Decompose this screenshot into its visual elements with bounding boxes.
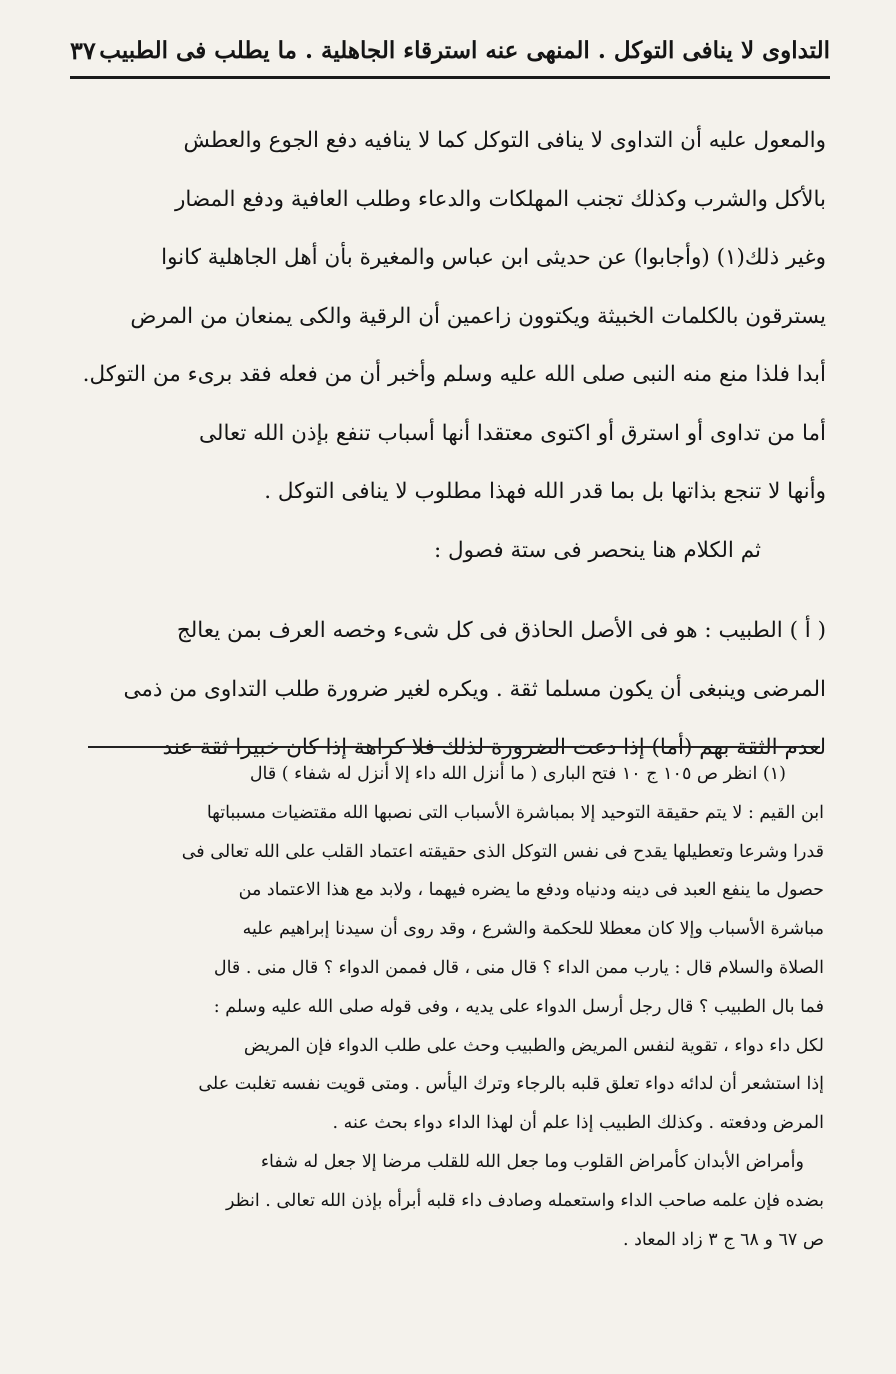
body-line: أبدا فلذا منع منه النبى صلى الله عليه وسلم وأخبر أن من فعله فقد برىء من التوكل. (82, 362, 826, 387)
body-line: بالأكل والشرب وكذلك تجنب المهلكات والدعاء وطلب العافية ودفع المضار (174, 186, 826, 212)
footnote-line: فما بال الطبيب ؟ قال رجل أرسل الدواء على يديه ، وفى قوله صلى الله عليه وسلم : (213, 996, 824, 1017)
page-number: ٣٧ (70, 35, 96, 65)
footnotes (78, 755, 824, 1259)
section-intro: ثم الكلام هنا ينحصر فى ستة فصول : (433, 537, 761, 563)
footnote-line: إذا استشعر أن لدائه دواء تعلق قلبه بالرجاء وترك اليأس . ومتى قويت نفسه تغلبت على (198, 1074, 824, 1095)
footnote-line: وأمراض الأبدان كأمراض القلوب وما جعل الله للقلب مرضا إلا جعل له شفاء (260, 1151, 804, 1172)
header-title: التداوى لا ينافى التوكل . المنهى عنه استرقاء الجاهلية . ما يطلب فى الطبيب (99, 36, 830, 64)
main-text (60, 112, 826, 778)
running-header (70, 24, 830, 79)
footnote-line: المرض ودفعته . وكذلك الطبيب إذا علم أن لهذا الداء دواء بحث عنه . (332, 1113, 824, 1134)
footnote-line: مباشرة الأسباب وإلا كان معطلا للحكمة والشرع ، وقد روى أن سيدنا إبراهيم عليه (242, 919, 824, 940)
body-line: يسترقون بالكلمات الخبيثة ويكتوون زاعمين أن الرقية والكى يمنعان من المرض (130, 303, 826, 329)
body-line: أما من تداوى أو استرق أو اكتوى معتقدا أنها أسباب تنفع بإذن الله تعالى (198, 420, 826, 446)
footnote-line: ابن القيم : لا يتم حقيقة التوحيد إلا بمباشرة الأسباب التى نصبها الله مقتضيات مسبباتها (206, 802, 824, 823)
footnote-line: لكل داء دواء ، تقوية لنفس المريض والطبيب وحث على طلب الدواء فإن المريض (243, 1035, 824, 1056)
footnote-line: حصول ما ينفع العبد فى دينه ودنياه ودفع ما يضره فيهما ، ولابد مع هذا الاعتماد من (238, 880, 824, 901)
footnote-line: قدرا وشرعا وتعطيلها يقدح فى نفس التوكل الذى حقيقته اعتماد القلب على الله تعالى فى (181, 841, 824, 862)
section-a-line: المرضى وينبغى أن يكون مسلما ثقة . ويكره لغير ضرورة طلب التداوى من ذمى (123, 676, 826, 702)
section-a-line: لعدم الثقة بهم (أما) إذا دعت الضرورة لذلك فلا كراهة إذا كان خبيرا ثقة عند (162, 735, 826, 760)
footnote-line: ص ٦٧ و ٦٨ ج ٣ زاد المعاد . (622, 1229, 824, 1250)
footnote-line: الصلاة والسلام قال : يارب ممن الداء ؟ قال منى ، قال فممن الدواء ؟ قال منى . قال (213, 957, 824, 978)
body-line: والمعول عليه أن التداوى لا ينافى التوكل كما لا ينافيه دفع الجوع والعطش (183, 128, 826, 153)
body-line: وأنها لا تنجع بذاتها بل بما قدر الله فهذا مطلوب لا ينافى التوكل . (264, 479, 826, 504)
footnote-line: (١) انظر ص ١٠٥ ج ١٠ فتح البارى ( ما أنزل الله داء إلا أنزل له شفاء ) قال (249, 764, 786, 784)
footnote-line: بضده فإن علمه صاحب الداء واستعمله وصادف داء قلبه أبرأه بإذن الله تعالى . انظر (225, 1190, 824, 1211)
body-line: وغير ذلك(١) (وأجابوا) عن حديثى ابن عباس والمغيرة بأن أهل الجاهلية كانوا (161, 245, 826, 270)
footnote-divider (88, 746, 820, 748)
section-a-line: ( أ ) الطبيب : هو فى الأصل الحاذق فى كل شىء وخصه العرف بمن يعالج (176, 618, 826, 643)
